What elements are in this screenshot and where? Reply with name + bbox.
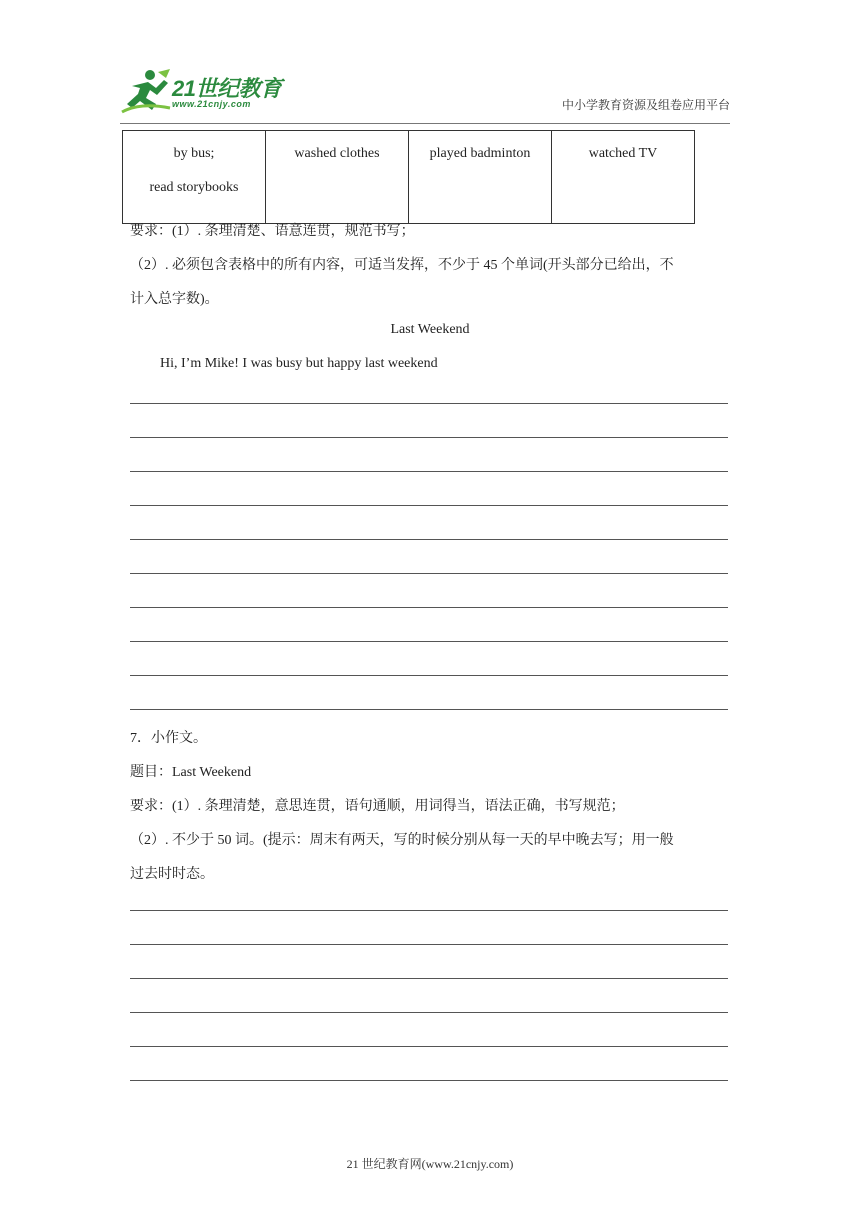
q7-topic: 题目：Last Weekend <box>130 765 252 780</box>
cell-text: read storybooks <box>149 180 239 195</box>
writing-line <box>130 505 728 506</box>
q7-requirement-2: （2）. 不少于 50 词。(提示：周末有两天，写的时候分别从每一天的早中晚去写；用一般 <box>130 833 674 848</box>
writing-line <box>130 944 728 945</box>
q6-requirement-2-cont: 计入总字数)。 <box>130 292 219 307</box>
writing-line <box>130 675 728 676</box>
cell-text: played badminton <box>429 146 531 161</box>
writing-line <box>130 437 728 438</box>
q7-number: 7．小作文。 <box>130 731 207 746</box>
activity-table <box>122 130 695 224</box>
logo-url: www.21cnjy.com <box>172 99 251 109</box>
runner-logo-icon <box>120 68 172 114</box>
writing-line <box>130 1080 728 1081</box>
writing-line <box>130 539 728 540</box>
q6-requirement-2: （2）. 必须包含表格中的所有内容，可适当发挥，不少于 45 个单词(开头部分已给出，不 <box>130 258 674 273</box>
q7-requirement-1: 要求：(1）. 条理清楚，意思连贯，语句通顺，用词得当，语法正确，书写规范； <box>130 799 625 814</box>
table-row <box>123 131 695 224</box>
q6-essay-title: Last Weekend <box>390 322 470 337</box>
table-cell <box>123 131 266 224</box>
writing-line <box>130 607 728 608</box>
q7-requirement-2-cont: 过去时时态。 <box>130 867 214 882</box>
table-cell <box>409 131 552 224</box>
writing-line <box>130 573 728 574</box>
writing-line <box>130 910 728 911</box>
page-header <box>0 0 860 132</box>
cell-text: washed clothes <box>294 146 380 161</box>
writing-line <box>130 471 728 472</box>
page-footer: 21 世纪教育网(www.21cnjy.com) <box>346 1157 514 1171</box>
writing-line <box>130 641 728 642</box>
cell-text: by bus; <box>173 146 215 161</box>
cell-text: watched TV <box>588 146 658 161</box>
header-tagline: 中小学教育资源及组卷应用平台 <box>561 98 730 112</box>
writing-line <box>130 709 728 710</box>
table-cell <box>266 131 409 224</box>
writing-line <box>130 403 728 404</box>
site-logo <box>120 68 290 118</box>
writing-line <box>130 978 728 979</box>
q6-requirement-1: 要求：(1）. 条理清楚、语意连贯，规范书写； <box>130 224 415 239</box>
table-cell <box>552 131 695 224</box>
q6-opening-sentence: Hi, I’m Mike! I was busy but happy last weekend <box>160 356 438 371</box>
writing-line <box>130 1012 728 1013</box>
logo-text: 21世纪教育 <box>172 76 282 101</box>
header-divider <box>120 123 730 124</box>
writing-line <box>130 1046 728 1047</box>
